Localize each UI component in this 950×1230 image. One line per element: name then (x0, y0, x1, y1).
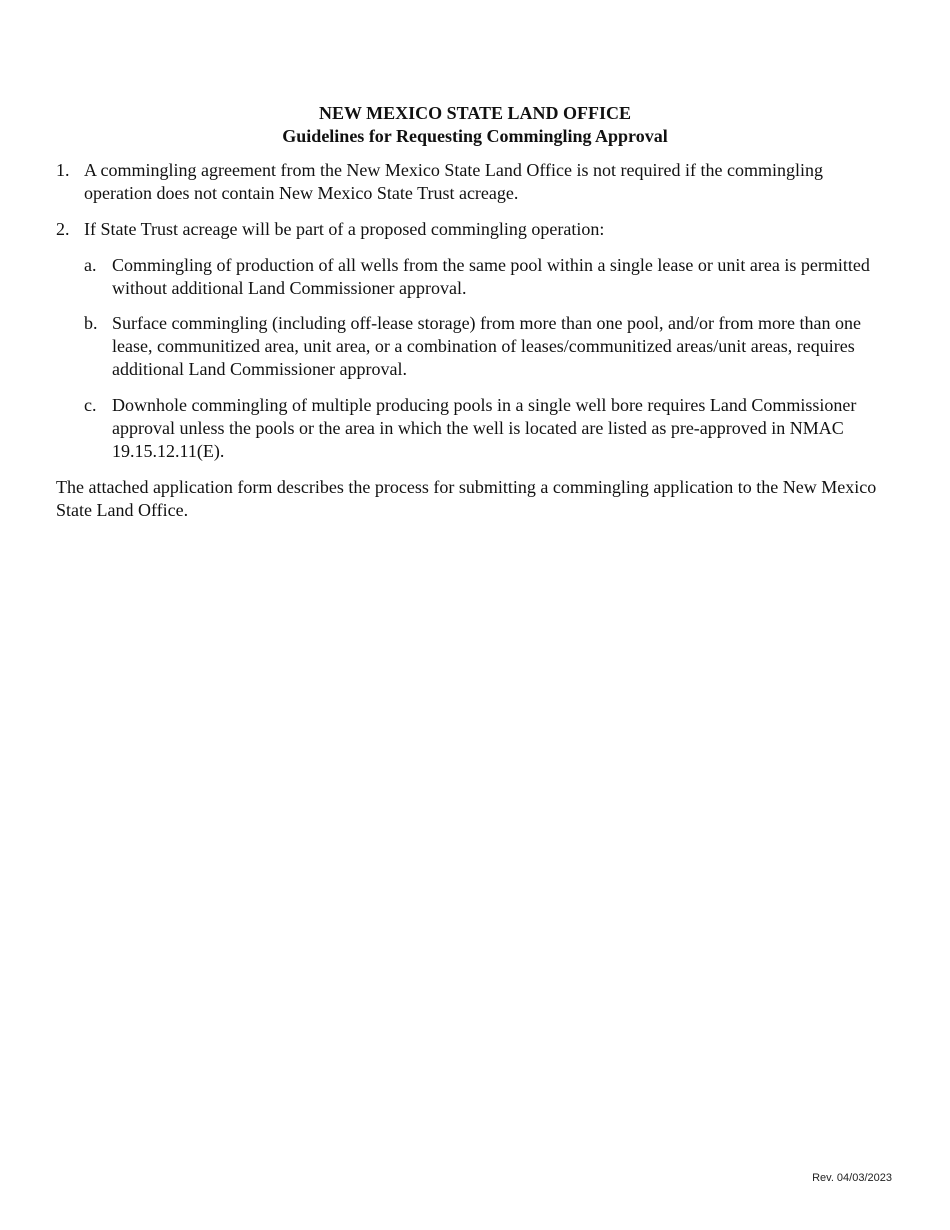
org-name: NEW MEXICO STATE LAND OFFICE (318, 103, 632, 123)
sublist-text: Downhole commingling of multiple producing pools in a single well bore requires Land Commissioner approval unless the pools or the area in which the well is located are listed as pre-approved in NMAC 19.15.12.11(E). (112, 395, 857, 461)
revision-date: Rev. 04/03/2023 (812, 1172, 892, 1184)
list-number: 1. (56, 160, 70, 180)
sublist-letter: b. (84, 313, 98, 333)
sublist-text: Commingling of production of all wells from the same pool within a single lease or unit area is permitted without additional Land Commissioner approval. (112, 255, 870, 298)
list-text: If State Trust acreage will be part of a proposed commingling operation: (84, 219, 605, 239)
closing-paragraph: The attached application form describes the process for submitting a commingling application to the New Mexico State Land Office. (56, 477, 877, 520)
sublist-letter: c. (84, 395, 97, 415)
sublist-letter: a. (84, 255, 97, 275)
document-header (0, 102, 950, 148)
sublist-text: Surface commingling (including off-lease storage) from more than one pool, and/or from more than one lease, communitized area, unit area, or a combination of leases/communitized areas/unit areas, requires additional Land Commissioner approval. (112, 313, 861, 379)
list-number: 2. (56, 219, 70, 239)
list-text: A commingling agreement from the New Mexico State Land Office is not required if the commingling operation does not contain New Mexico State Trust acreage. (84, 160, 823, 203)
document-title: Guidelines for Requesting Commingling Approval (282, 126, 668, 146)
